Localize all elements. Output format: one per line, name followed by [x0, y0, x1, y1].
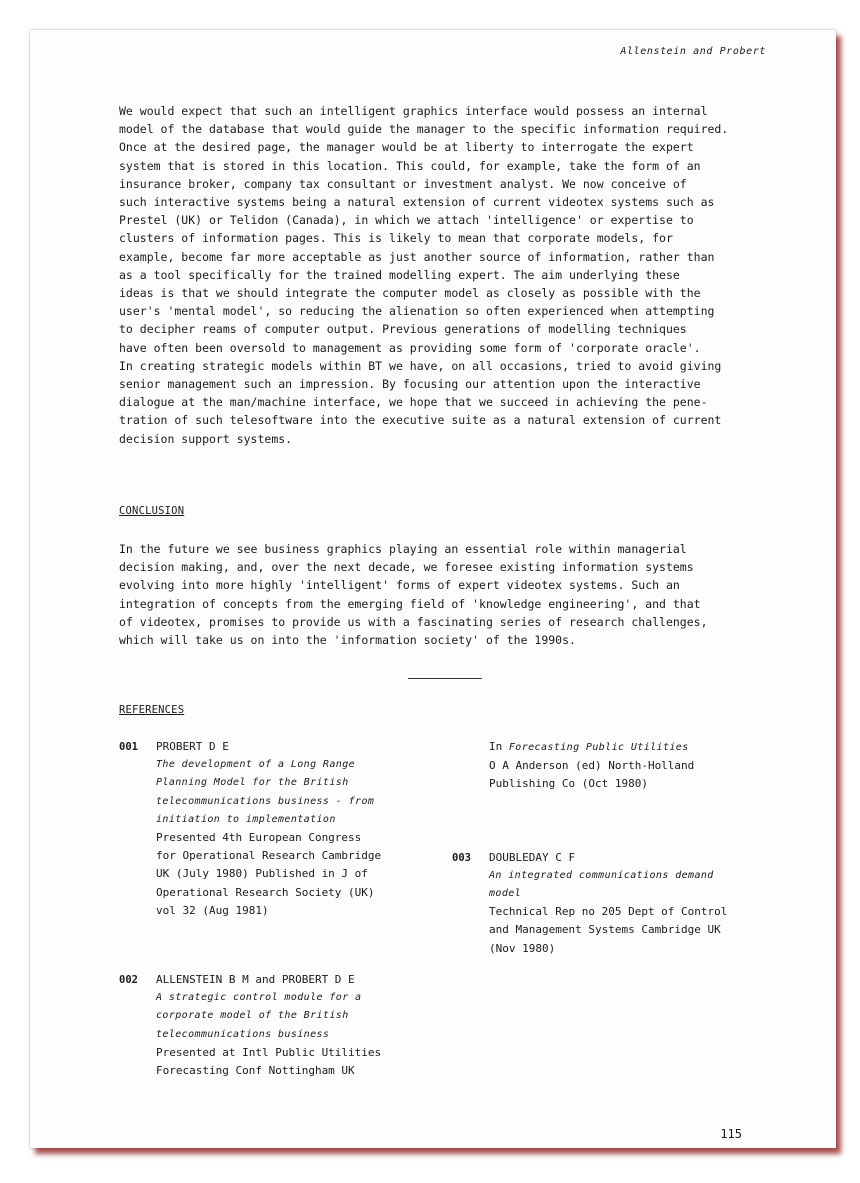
- body-line: have often been oversold to management as providing some form of 'corporate oracle'.: [119, 340, 701, 355]
- paper-page: [30, 30, 836, 1148]
- reference-detail-line: Publishing Co (Oct 1980): [489, 777, 648, 791]
- body-line: to decipher reams of computer output. Previous generations of modelling techniques: [119, 322, 687, 337]
- reference-detail-line: Forecasting Conf Nottingham UK: [156, 1064, 355, 1078]
- body-line: such interactive systems being a natural extension of current videotex systems such as: [119, 195, 715, 210]
- reference-003: [452, 849, 752, 958]
- conclusion-paragraph: [119, 540, 759, 649]
- reference-detail-line: and Management Systems Cambridge UK: [489, 923, 721, 937]
- reference-detail-line: UK (July 1980) Published in J of: [156, 867, 368, 881]
- reference-author: ALLENSTEIN B M and PROBERT D E: [156, 973, 355, 987]
- body-line: user's 'mental model', so reducing the alienation so often experienced when attempting: [119, 304, 715, 319]
- body-line: ideas is that we should integrate the computer model as closely as possible with the: [119, 286, 701, 301]
- body-line: Prestel (UK) or Telidon (Canada), in which we attach 'intelligence' or expertise to: [119, 213, 694, 228]
- body-line: clusters of information pages. This is likely to mean that corporate models, for: [119, 231, 673, 246]
- section-divider: [408, 678, 482, 679]
- reference-in-prefix: In: [489, 740, 509, 753]
- body-line: tration of such telesoftware into the executive suite as a natural extension of current: [119, 413, 722, 428]
- body-line: model of the database that would guide the manager to the specific information required.: [119, 122, 729, 137]
- conclusion-line: of videotex, promises to provide us with a fascinating series of research challenges,: [119, 614, 708, 629]
- reference-detail-line: (Nov 1980): [489, 941, 556, 955]
- body-line: insurance broker, company tax consultant or investment analyst. We now conceive of: [119, 176, 687, 191]
- body-line: system that is stored in this location. This could, for example, take the form of an: [119, 158, 701, 173]
- reference-title-line: telecommunications business - from: [156, 795, 375, 807]
- body-line: senior management such an impression. By focusing our attention upon the interactive: [119, 377, 701, 392]
- conclusion-line: decision making, and, over the next decade, we foresee existing information systems: [119, 560, 694, 575]
- reference-author: DOUBLEDAY C F: [489, 850, 576, 864]
- reference-001-continued: [452, 738, 752, 794]
- reference-title-line: Planning Model for the British: [156, 777, 349, 789]
- reference-book-title: Forecasting Public Utilities: [508, 742, 689, 753]
- references-left-column: [119, 738, 419, 1080]
- body-line: as a tool specifically for the trained modelling expert. The aim underlying these: [119, 267, 680, 282]
- references-right-column: [452, 738, 752, 958]
- reference-author: PROBERT D E: [156, 740, 229, 753]
- body-line: Once at the desired page, the manager would be at liberty to interrogate the expert: [119, 140, 694, 155]
- reference-continuation: [489, 738, 752, 757]
- references-heading: REFERENCES: [119, 704, 185, 716]
- reference-detail-line: Presented 4th European Congress: [156, 831, 362, 845]
- reference-detail-line: for Operational Research Cambridge: [156, 849, 382, 863]
- body-line: We would expect that such an intelligent graphics interface would possess an internal: [119, 104, 708, 118]
- reference-title-line: corporate model of the British: [156, 1010, 349, 1022]
- reference-detail-line: Operational Research Society (UK): [156, 885, 375, 899]
- body-line: decision support systems.: [119, 431, 293, 446]
- reference-title-line: telecommunications business: [156, 1028, 330, 1040]
- reference-number: 001: [119, 741, 138, 753]
- body-line: In creating strategic models within BT we have, on all occasions, tried to avoid giving: [119, 358, 722, 373]
- conclusion-heading: CONCLUSION: [119, 505, 185, 517]
- reference-title-line: A strategic control module for a: [156, 992, 362, 1004]
- reference-detail-line: Presented at Intl Public Utilities: [156, 1045, 382, 1059]
- reference-title-line: initiation to implementation: [156, 813, 336, 825]
- reference-number: 002: [119, 974, 138, 987]
- conclusion-line: integration of concepts from the emerging field of 'knowledge engineering', and that: [119, 596, 701, 611]
- body-paragraph: [119, 102, 759, 448]
- conclusion-line: evolving into more highly 'intelligent' forms of expert videotex systems. Such an: [119, 578, 680, 593]
- body-line: dialogue at the man/machine interface, we hope that we succeed in achieving the pene-: [119, 395, 708, 410]
- reference-detail-line: Technical Rep no 205 Dept of Control: [489, 905, 728, 919]
- conclusion-line: which will take us on into the 'information society' of the 1990s.: [119, 633, 576, 648]
- reference-detail-line: vol 32 (Aug 1981): [156, 903, 269, 917]
- reference-title-line: An integrated communications demand: [489, 869, 714, 881]
- body-line: example, become far more acceptable as just another source of information, rather than: [119, 249, 715, 264]
- reference-detail-line: O A Anderson (ed) North-Holland: [489, 759, 695, 773]
- reference-001: [119, 738, 419, 920]
- reference-title-line: model: [489, 888, 522, 900]
- reference-title-line: The development of a Long Range: [156, 759, 356, 771]
- reference-002: [119, 971, 419, 1080]
- reference-number: 003: [452, 851, 471, 864]
- page-number: 115: [720, 1127, 742, 1141]
- running-head: Allenstein and Probert: [620, 46, 766, 57]
- conclusion-line: In the future we see business graphics playing an essential role within managerial: [119, 542, 687, 556]
